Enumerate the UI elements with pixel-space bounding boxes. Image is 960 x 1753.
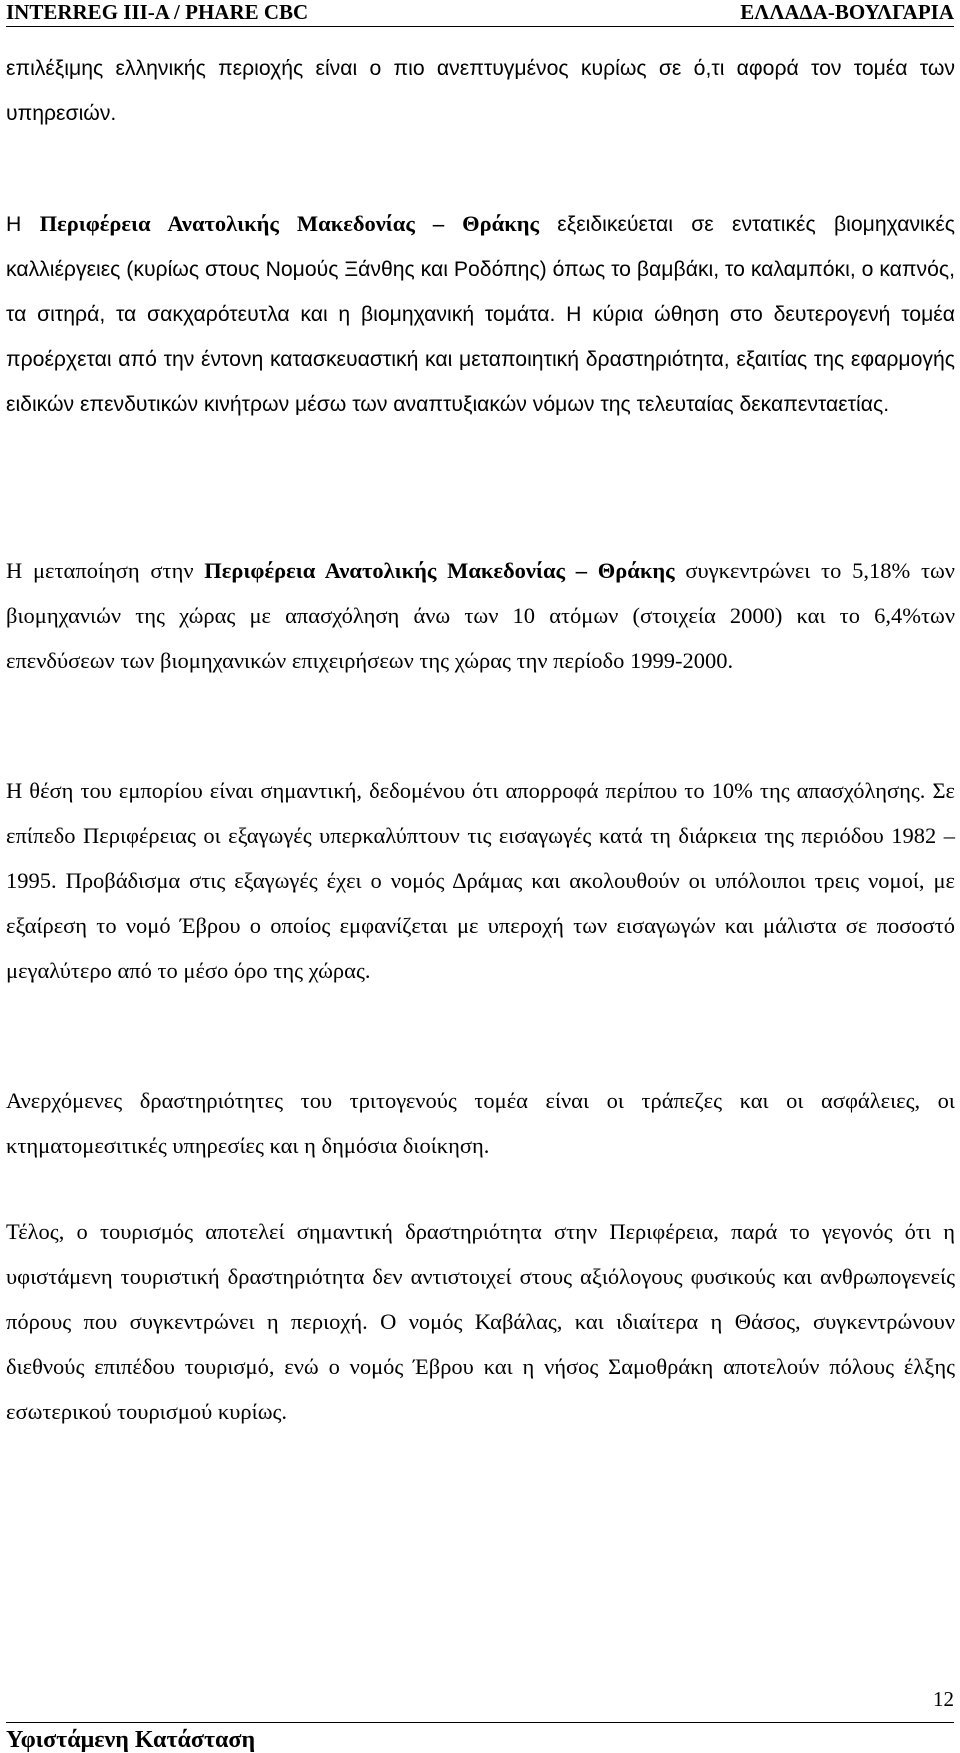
region-name-bold: Περιφέρεια Ανατολικής Μακεδονίας – Θράκης xyxy=(39,211,539,236)
paragraph-text: επιλέξιμης ελληνικής περιοχής είναι ο πιο ανεπτυγμένος κυρίως σε ό,τι αφορά τον τομέα των υπηρεσιών. xyxy=(6,57,955,125)
page-header xyxy=(6,0,954,27)
page-number: 12 xyxy=(933,1687,954,1711)
paragraph-tourism xyxy=(6,1209,955,1434)
paragraph-intro xyxy=(6,46,955,136)
text-run: Η xyxy=(6,213,40,236)
paragraph-agriculture xyxy=(6,201,955,427)
header-program-title: INTERREG III-A / PHARE CBC xyxy=(6,0,309,24)
region-name-bold: Περιφέρεια Ανατολικής Μακεδονίας – Θράκης xyxy=(204,558,675,583)
paragraph-text: Τέλος, ο τουρισμός αποτελεί σημαντική δραστηριότητα στην Περιφέρεια, παρά το γεγονός ότι η υφιστάμενη τουριστική δραστηριότητα δεν αντιστοιχεί στους αξιόλογους φυσικούς και ανθρωπογενείς πόρους που συγκεντρώνει η περιοχή. Ο νομός Καβάλας, και ιδιαίτερα η Θάσος, συγκεντρώνουν διεθνούς επιπέδου τουρισμό, ενώ ο νομός Έβρου και η νήσος Σαμοθράκη αποτελούν πόλους έλξης εσωτερικού τουρισμού κυρίως. xyxy=(6,1219,955,1424)
text-run: εξειδικεύεται σε εντατικές βιομηχανικές καλλιέργειες (κυρίως στους Νομούς Ξάνθης και Ροδόπης) όπως το βαμβάκι, το καλαμπόκι, ο καπνός, τα σιτηρά, τα σακχαρότευτλα και η βιομηχανική τομάτα. Η κύρια ώθηση στο δευτερογενή τομέα προέρχεται από την έντονη κατασκευαστική και μεταποιητική δραστηριότητα, εξαιτίας της εφαρμογής ειδικών επενδυτικών κινήτρων μέσω των αναπτυξιακών νόμων της τελευταίας δεκαπενταετίας. xyxy=(6,213,955,416)
text-run: συγκεντρώνει το 5,18% των βιομηχανιών της χώρας με απασχόληση άνω των 10 ατόμων (στοιχεία 2000) και το 6,4%των επενδύσεων των βιομηχανικών επιχειρήσεων της χώρας την περίοδο 1999-2000. xyxy=(6,558,955,673)
header-region-title: ΕΛΛΑΔΑ-ΒΟΥΛΓΑΡΙΑ xyxy=(740,0,954,24)
page-footer xyxy=(6,1687,954,1753)
paragraph-text xyxy=(6,548,955,683)
text-run: Η μεταποίηση στην xyxy=(6,558,205,583)
paragraph-trade xyxy=(6,768,955,993)
paragraph-manufacturing xyxy=(6,548,955,683)
paragraph-tertiary xyxy=(6,1078,955,1168)
paragraph-text xyxy=(6,201,955,427)
footer-section-title: Υφιστάμενη Κατάσταση xyxy=(6,1727,256,1753)
paragraph-text: Ανερχόμενες δραστηριότητες του τριτογενούς τομέα είναι οι τράπεζες και οι ασφάλειες, οι κτηματομεσιτικές υπηρεσίες και η δημόσια διοίκηση. xyxy=(6,1088,955,1158)
paragraph-text: Η θέση του εμπορίου είναι σημαντική, δεδομένου ότι απορροφά περίπου το 10% της απασχόλησης. Σε επίπεδο Περιφέρειας οι εξαγωγές υπερκαλύπτουν τις εισαγωγές κατά τη διάρκεια της περιόδου 1982 – 1995. Προβάδισμα στις εξαγωγές έχει ο νομός Δράμας και ακολουθούν οι υπόλοιποι τρεις νομοί, με εξαίρεση το νομό Έβρου ο οποίος εμφανίζεται με υπεροχή των εισαγωγών και μάλιστα σε ποσοστό μεγαλύτερο από το μέσο όρο της χώρας. xyxy=(6,778,955,983)
